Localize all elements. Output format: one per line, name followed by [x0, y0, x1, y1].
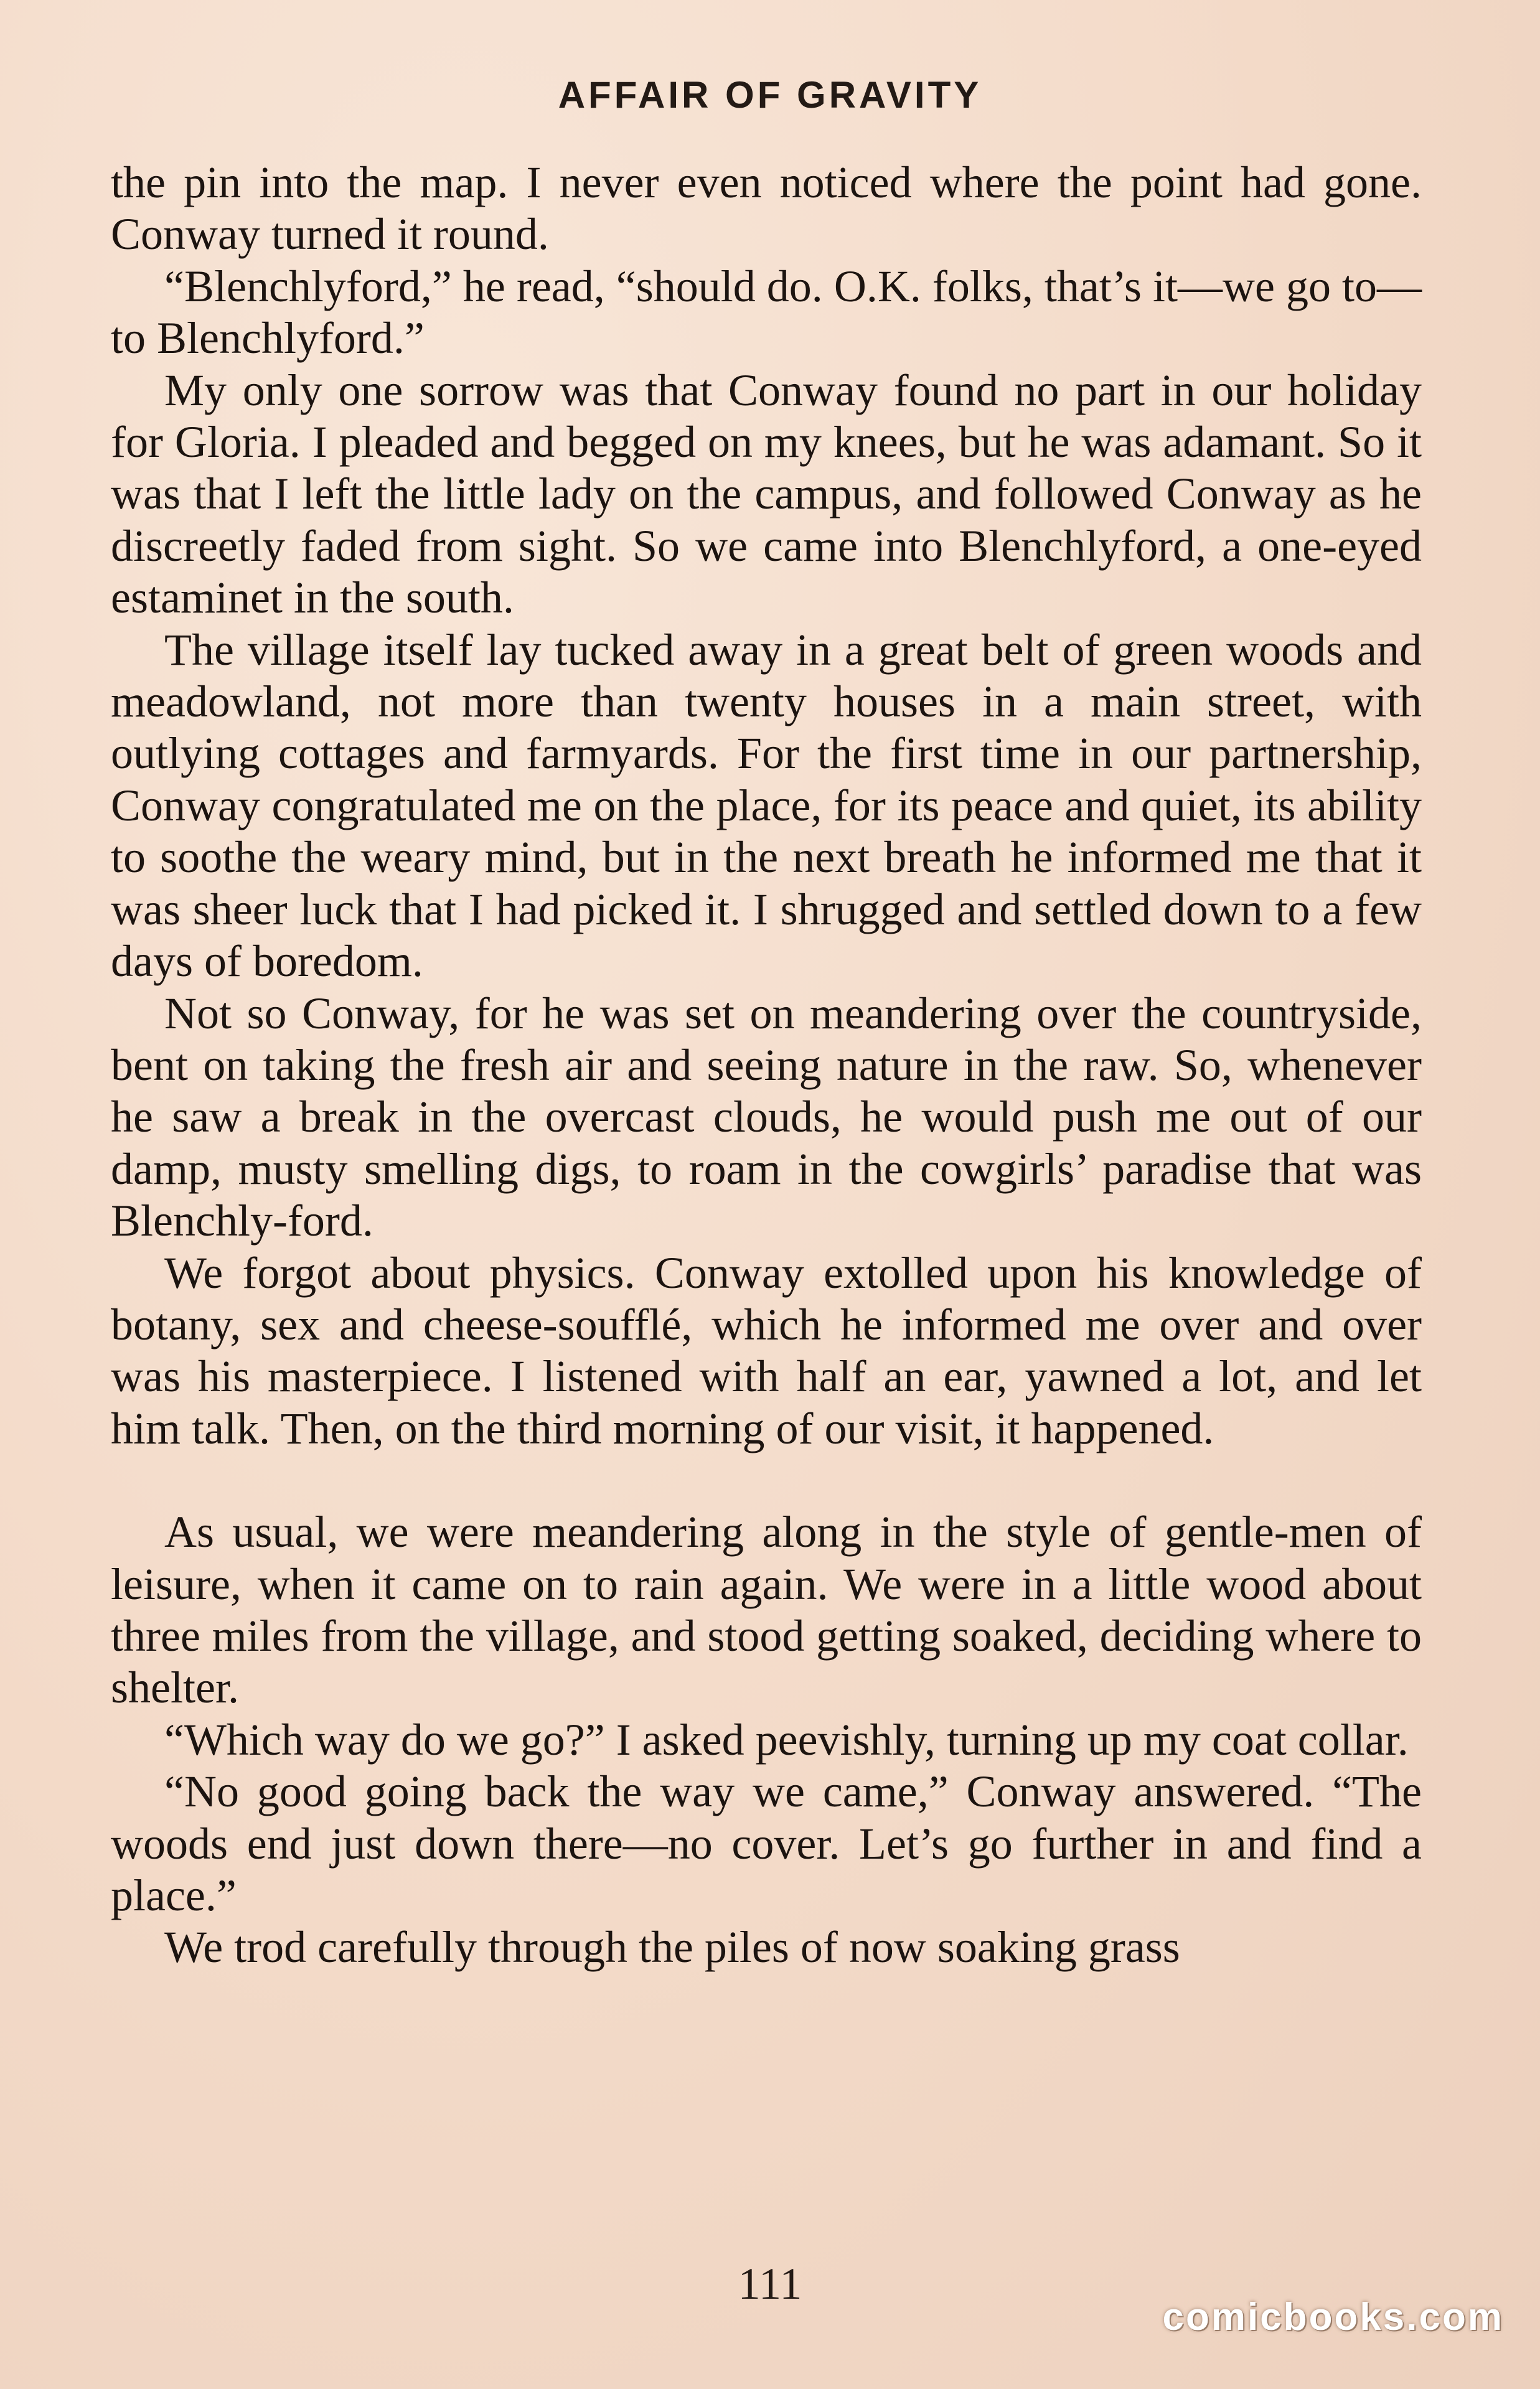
- paragraph-last: We trod carefully through the piles of now soaking grass: [164, 1922, 1180, 1973]
- running-head: AFFAIR OF GRAVITY: [558, 74, 982, 116]
- paragraph: As usual, we were meandering along in the style of gentle-men of leisure, when it came on to rain again. We were in a little wood about three miles from the village, and stood getting soaked, deciding where to shelter.: [111, 1507, 1422, 1713]
- paragraph: “Blenchlyford,” he read, “should do. O.K. folks, that’s it—we go to—to Blenchlyford.”: [111, 261, 1422, 364]
- section-break: [111, 1455, 1422, 1506]
- page-number: 111: [738, 2259, 802, 2309]
- paragraph-continued: the pin into the map. I never even noticed where the point had gone. Conway turned it round.: [111, 157, 1422, 260]
- paragraph: Not so Conway, for he was set on meandering over the countryside, bent on taking the fresh air and seeing nature in the raw. So, whenever he saw a break in the overcast clouds, he would push me out of our damp, musty smelling digs, to roam in the cowgirls’ paradise that was Blenchly-ford.: [111, 988, 1422, 1246]
- paragraph: My only one sorrow was that Conway found no part in our holiday for Gloria. I pleaded and begged on my knees, but he was adamant. So it was that I left the little lady on the campus, and followed Conway as he discreetly faded from sight. So we came into Blenchlyford, a one-eyed estaminet in the south.: [111, 365, 1422, 623]
- paragraph: The village itself lay tucked away in a great belt of green woods and meadowland, not more than twenty houses in a main street, with outlying cottages and farmyards. For the first time in our partnership, Conway congratulated me on the place, for its peace and quiet, its ability to soothe the weary mind, but in the next breath he informed me that it was sheer luck that I had picked it. I shrugged and settled down to a few days of boredom.: [111, 624, 1422, 987]
- paragraph: “No good going back the way we came,” Conway answered. “The woods end just down there—no cover. Let’s go further in and find a place.”: [111, 1767, 1422, 1920]
- watermark: comicbooks.com: [1162, 2296, 1504, 2339]
- paragraph: We forgot about physics. Conway extolled upon his knowledge of botany, sex and cheese-soufflé, which he informed me over and over was his masterpiece. I listened with half an ear, yawned a lot, and let him talk. Then, on the third morning of our visit, it happened.: [111, 1247, 1422, 1453]
- body-text: [111, 157, 1422, 1974]
- paragraph: “Which way do we go?” I asked peevishly, turning up my coat collar.: [164, 1714, 1409, 1765]
